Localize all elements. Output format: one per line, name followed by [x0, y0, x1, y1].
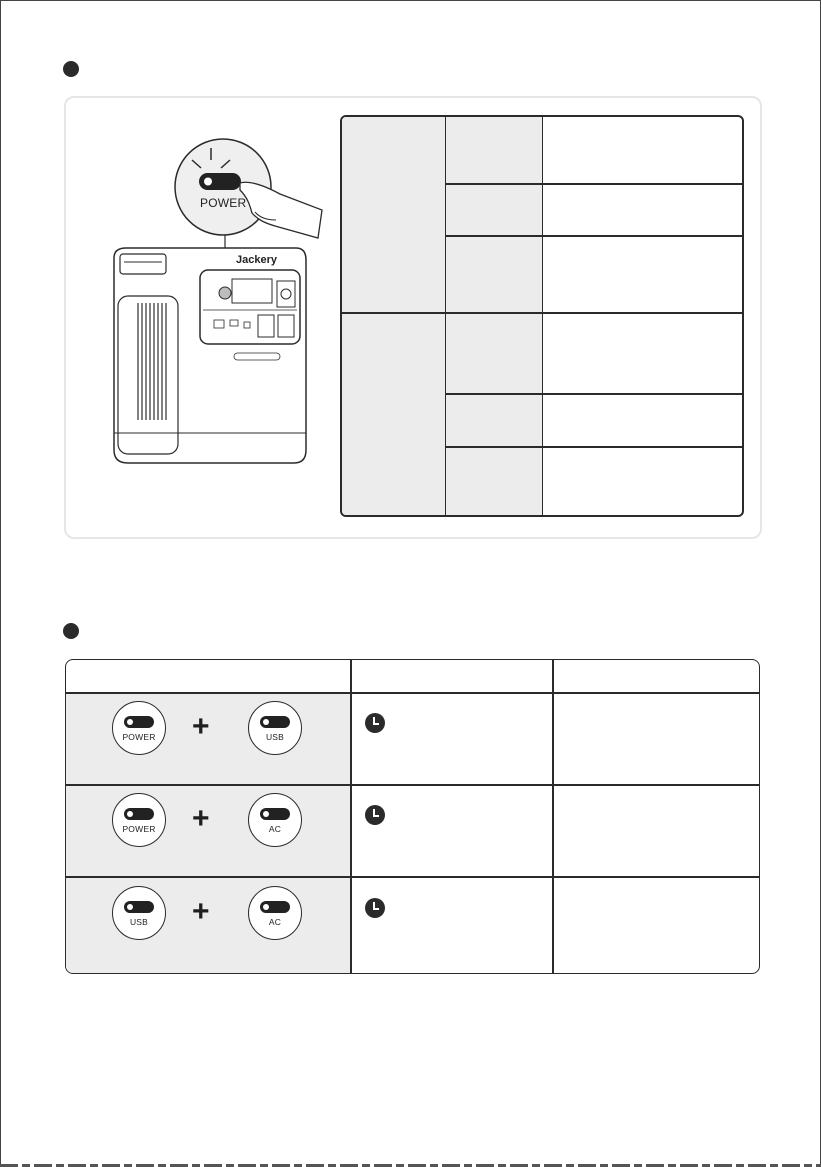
brand-label: Jackery: [236, 254, 277, 266]
status-row-divider: [446, 446, 742, 448]
section-bullet-2: [63, 623, 79, 639]
button-label: USB: [129, 917, 149, 927]
row-divider: [66, 784, 759, 786]
power-callout-label: POWER: [200, 196, 247, 210]
status-row-divider: [446, 393, 742, 395]
indicator-status-table: [340, 115, 744, 517]
row-divider: [66, 876, 759, 878]
status-row-divider: [342, 312, 742, 314]
button-combination-table: [65, 659, 760, 974]
button-label: USB: [265, 732, 285, 742]
button-label: AC: [268, 917, 282, 927]
plus-icon: +: [192, 710, 210, 743]
status-row-divider: [446, 183, 742, 185]
usb-button-icon: [112, 886, 166, 940]
button-label: POWER: [122, 732, 156, 742]
clock-icon: [365, 713, 385, 733]
ac-button-icon: [248, 886, 302, 940]
status-table-state-column: [446, 117, 543, 515]
column-divider: [350, 660, 352, 973]
power-station-illustration: [100, 128, 335, 473]
ac-button-icon: [248, 793, 302, 847]
power-button-icon: [112, 701, 166, 755]
button-label: AC: [268, 824, 282, 834]
clock-icon: [365, 805, 385, 825]
power-button-icon: [112, 793, 166, 847]
button-label: POWER: [122, 824, 156, 834]
plus-icon: +: [192, 802, 210, 835]
status-row-divider: [446, 235, 742, 237]
section-bullet-1: [63, 61, 79, 77]
status-table-group-column: [342, 117, 446, 515]
column-divider: [552, 660, 554, 973]
plus-icon: +: [192, 895, 210, 928]
clock-icon: [365, 898, 385, 918]
header-divider: [66, 692, 759, 694]
usb-button-icon: [248, 701, 302, 755]
